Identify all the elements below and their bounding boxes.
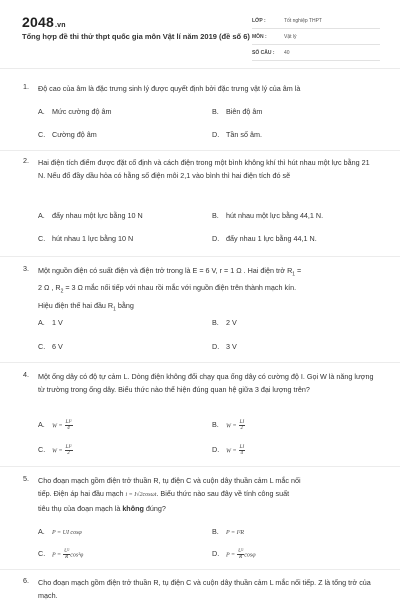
option-3a[interactable]: A. 1 V	[38, 318, 63, 327]
question-divider	[0, 256, 400, 257]
option-1a[interactable]: A. Mức cường độ âm	[38, 107, 112, 116]
question-divider	[0, 466, 400, 467]
question-divider	[0, 362, 400, 363]
option-1d[interactable]: D. Tần số âm.	[212, 130, 262, 139]
option-5b[interactable]: B. P = I²R	[212, 527, 245, 536]
question-text: Độ cao của âm là đặc trưng sinh lý được quyết định bởi đặc trưng vật lý của âm là	[38, 84, 301, 93]
meta-row-question-count: SỐ CÂU : 40	[252, 47, 380, 61]
question-text: Cho đoạn mạch gồm điện trở thuần R, tụ điện C và cuộn dây thuần cảm L mắc nối tiếp. Điện áp hai đầu mạch i = I√2cosωt. Biểu thức nào sau đây về tính công suất tiêu thụ của đoạn mạch là không đúng?	[38, 476, 301, 513]
option-5a[interactable]: A. P = UI cosφ	[38, 527, 82, 536]
question-number: 1.	[23, 82, 29, 91]
question-number: 5.	[23, 474, 29, 483]
question-divider	[0, 569, 400, 570]
option-2c[interactable]: C. hút nhau 1 lực bằng 10 N	[38, 234, 134, 243]
question-text: Một nguồn điện có suất điện và điện trở trong là E = 6 V, r = 1 Ω . Hai điện trở $R_1$ = 2 Ω , $R_2 = 3$ Ω mắc nối tiếp với nhau rồi mắc với nguồn điện trên thành mạch kín. Hiệu điện thế hai đầu $R_1$ bằng	[38, 266, 302, 313]
option-2a[interactable]: A. đẩy nhau một lực bằng 10 N	[38, 211, 143, 220]
document-title: Tổng hợp đề thi thử thpt quốc gia môn Vật lí năm 2019 (đề số 6)	[22, 32, 250, 41]
option-2d[interactable]: D. đẩy nhau 1 lực bằng 44,1 N.	[212, 234, 317, 243]
option-4c[interactable]: C. W = $\frac{\text{LI²}}{2}$	[38, 445, 72, 456]
question-number: 3.	[23, 264, 29, 273]
document-meta	[252, 15, 380, 63]
question-number: 2.	[23, 156, 29, 165]
question-number: 4.	[23, 370, 29, 379]
option-1b[interactable]: B. Biên độ âm	[212, 107, 263, 116]
option-4d[interactable]: D. W = $\frac{LI}{4}$	[212, 445, 244, 456]
option-5d[interactable]: D. P = $\frac{\text{U²}}{R}$ cosφ	[212, 549, 256, 560]
document-header	[0, 0, 400, 62]
meta-row-class: LỚP : Tốt nghiệp THPT	[252, 15, 380, 29]
option-4b[interactable]: B. W = $\frac{LI}{2}$	[212, 420, 244, 431]
question-text: Hai điện tích điểm được đặt cố định và cách điện trong một bình không khí thì hút nhau một lực bằng 21 N. Nếu đổ đầy dầu hỏa có hằng số điện môi 2,1 vào bình thì hai điện tích đó sẽ	[38, 158, 370, 180]
question-text: Cho đoạn mạch gồm điện trở thuần R, tụ điện C và cuộn dây thuần cảm L mắc nối tiếp. Z là tổng trở của mạch.	[38, 578, 371, 600]
option-3c[interactable]: C. 6 V	[38, 342, 63, 351]
option-1c[interactable]: C. Cường độ âm	[38, 130, 97, 139]
question-divider	[0, 150, 400, 151]
meta-row-subject: MÔN : Vật lý	[252, 31, 380, 45]
header-divider	[0, 68, 400, 69]
option-3b[interactable]: B. 2 V	[212, 318, 237, 327]
question-number: 6.	[23, 576, 29, 585]
site-logo[interactable]: 2048.vn	[22, 14, 66, 30]
option-4a[interactable]: A. W = $\frac{\text{LI²}}{4}$	[38, 420, 72, 431]
option-3d[interactable]: D. 3 V	[212, 342, 237, 351]
option-2b[interactable]: B. hút nhau một lực bằng 44,1 N.	[212, 211, 324, 220]
option-5c[interactable]: C. P = $\frac{\text{U²}}{R}$ cos²φ	[38, 549, 84, 560]
question-text: Một ống dây có độ tự cảm L. Dòng điện không đổi chạy qua ống dây có cường độ I. Gọi W là năng lượng từ trường trong ống dây. Biểu thức nào thể hiện đúng quan hệ giữa 3 đại lượng trên?	[38, 372, 374, 394]
